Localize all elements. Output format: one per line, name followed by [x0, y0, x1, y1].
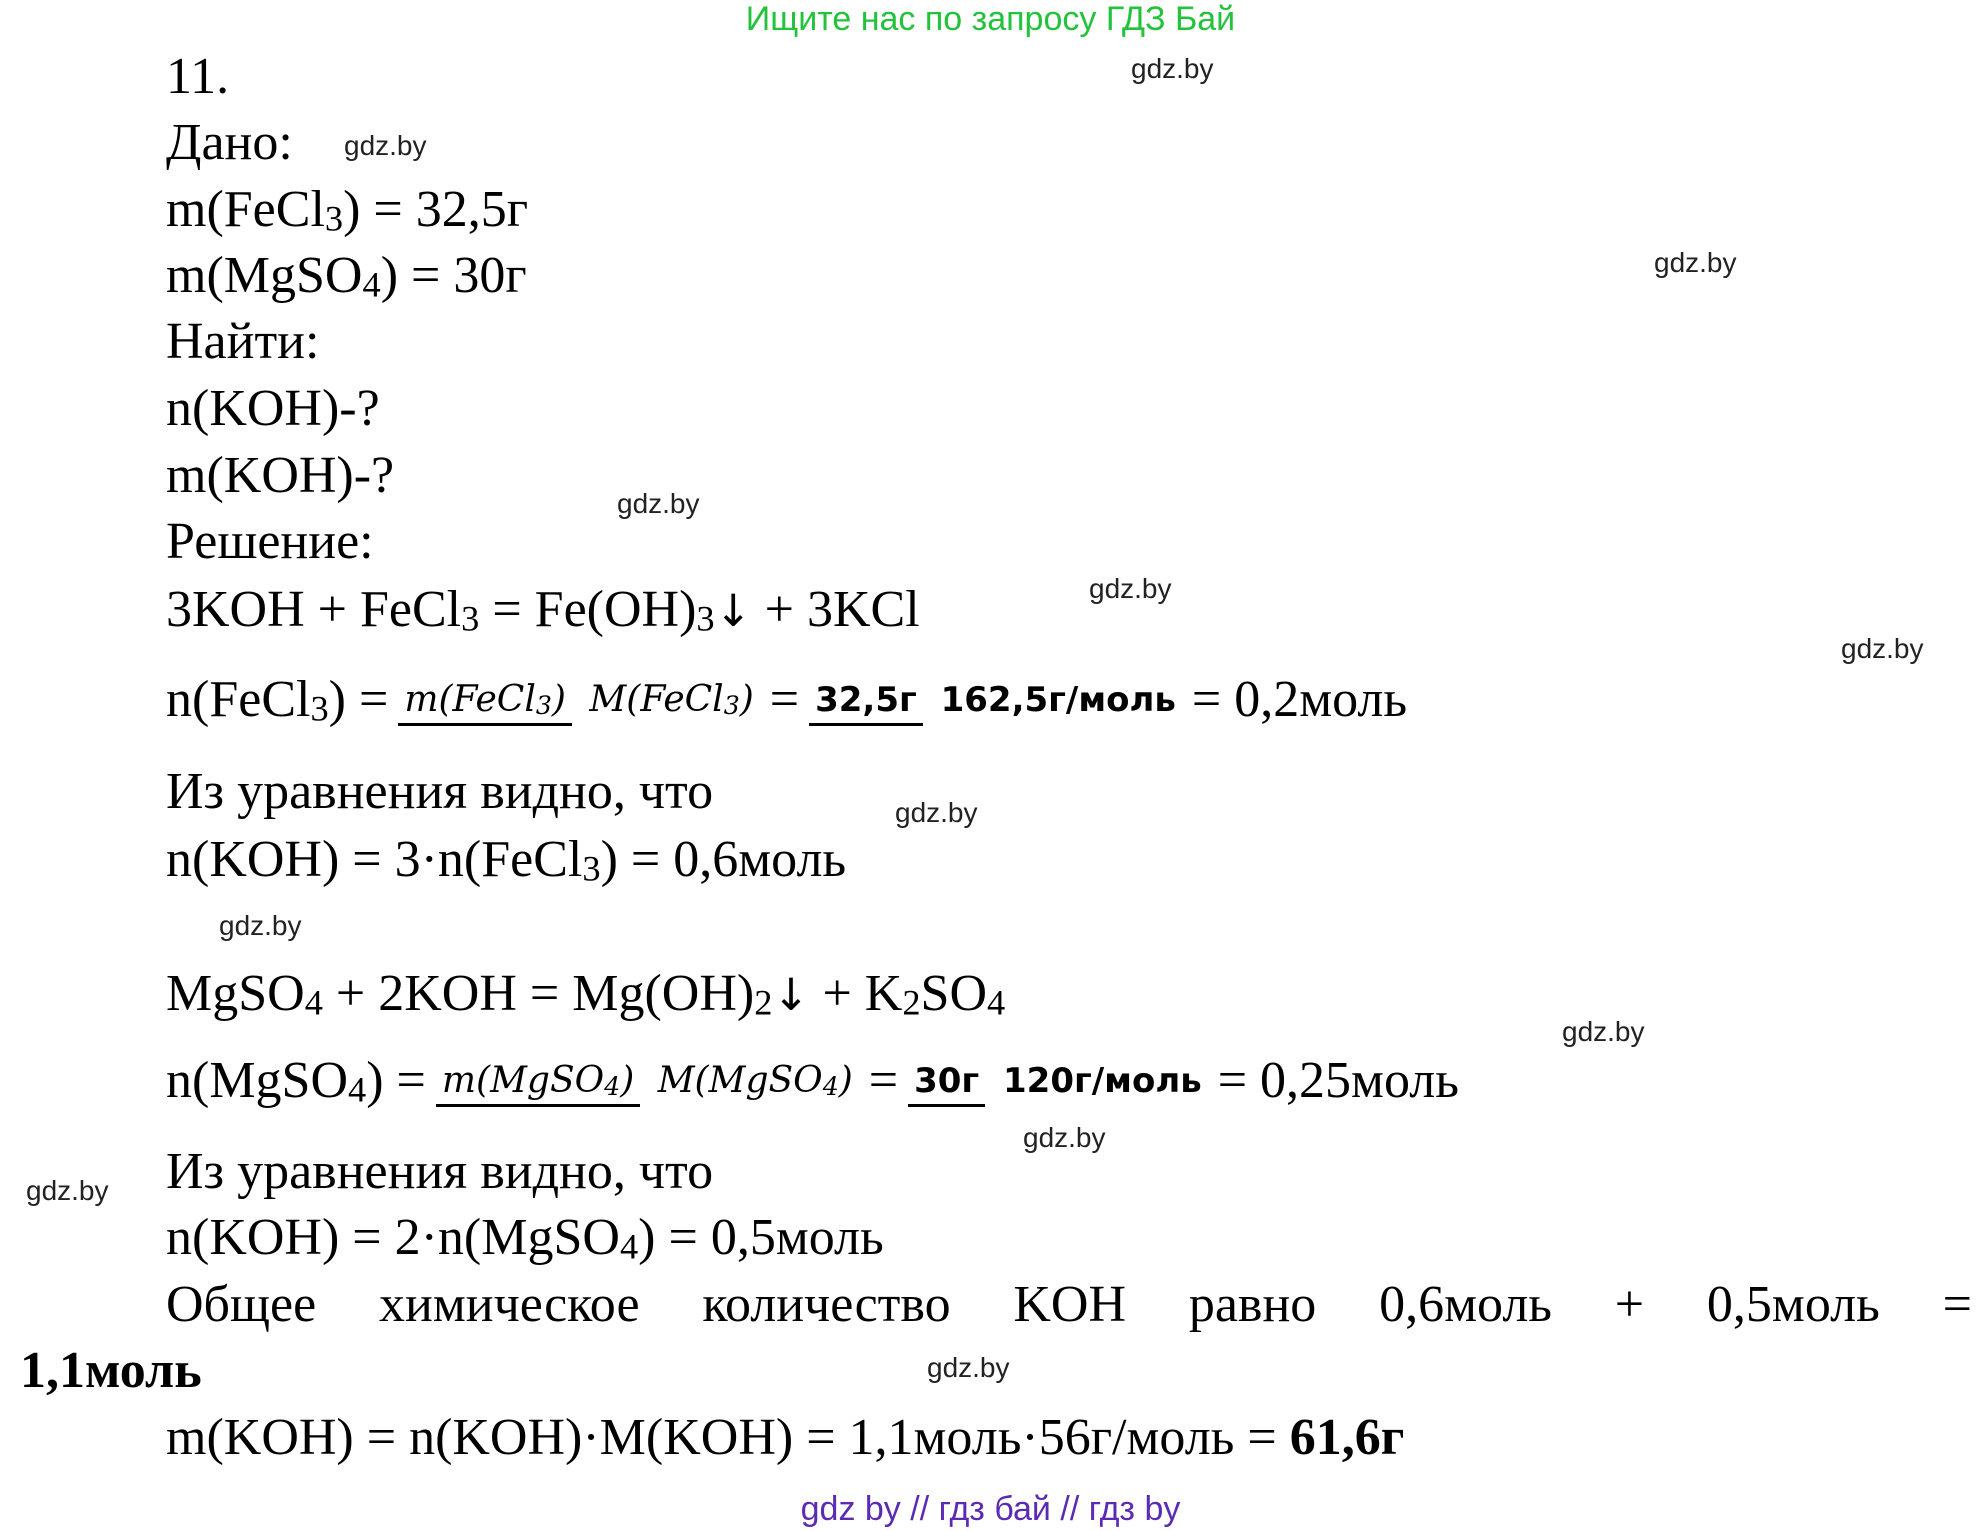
equals-sign: =: [769, 671, 800, 728]
find-m-koh: m(KOH)-?: [166, 447, 395, 504]
summary-word: равно: [1188, 1276, 1317, 1333]
precipitate-arrow-icon: ↓: [714, 586, 752, 637]
watermark: gdz.by: [617, 488, 700, 519]
footer-links[interactable]: gdz by // гдз бай // гдз by: [800, 1490, 1181, 1528]
watermark: gdz.by: [1841, 633, 1924, 664]
calc-lhs: n(MgSO$_4$) =: [166, 1052, 426, 1110]
summary-word: +: [1614, 1276, 1645, 1333]
watermark: gdz.by: [1089, 573, 1172, 604]
precipitate-arrow-icon: ↓: [772, 970, 810, 1021]
watermark: gdz.by: [927, 1352, 1010, 1383]
reaction-2-note: Из уравнения видно, что: [166, 1143, 714, 1200]
watermark: gdz.by: [1562, 1016, 1645, 1047]
final-answer: 61,6г: [1289, 1409, 1405, 1466]
promo-banner[interactable]: Ищите нас по запросу ГДЗ Бай: [745, 0, 1236, 38]
equals-sign: =: [868, 1052, 899, 1109]
reaction-2-conclusion: n(KOH) = 2·n(MgSO$_4$) = 0,5моль: [166, 1209, 884, 1267]
reaction-2-equation: MgSO$_4$ + $2KOH = Mg(OH)_2↓ + K_2SO_4$: [166, 965, 1006, 1023]
symbolic-fraction: m(FeCl$_3$) M(FeCl$_3$): [398, 678, 759, 722]
total-amount: 1,1моль: [20, 1342, 202, 1399]
watermark: gdz.by: [1023, 1122, 1106, 1153]
calc-result: = 0,25моль: [1217, 1052, 1459, 1109]
calc-lhs: n(FeCl$_3$) =: [166, 671, 389, 729]
summary-word: =: [1942, 1276, 1972, 1333]
watermark: gdz.by: [26, 1175, 109, 1206]
summary-word: 0,6моль: [1379, 1276, 1552, 1333]
calc-result: = 0,2моль: [1191, 671, 1408, 728]
final-mass-line: m(KOH) = n(KOH)·M(KOH) = 1,1моль·56г/моль = 61,6г: [166, 1409, 1405, 1466]
summary-word: Общее: [166, 1276, 317, 1333]
numeric-fraction: 32,5г 162,5г/моль: [809, 678, 1182, 722]
watermark: gdz.by: [1131, 53, 1214, 84]
symbolic-fraction: m(MgSO$_4$) M(MgSO$_4$): [436, 1059, 859, 1103]
summary-sentence: [166, 1275, 1972, 1335]
reaction-1-calc: [166, 640, 1407, 760]
watermark: gdz.by: [1654, 247, 1737, 278]
reaction-1-conclusion: n(KOH) = 3·n(FeCl$_3$) = 0,6моль: [166, 831, 847, 889]
summary-word: KOH: [1013, 1276, 1127, 1333]
solution-heading: Решение:: [166, 513, 374, 570]
reaction-1-note: Из уравнения видно, что: [166, 763, 714, 820]
find-n-koh: n(KOH)-?: [166, 380, 380, 437]
given-fecl3-mass: m(FeCl$_3$) = 32,5г: [166, 181, 529, 239]
numeric-fraction: 30г 120г/моль: [908, 1059, 1208, 1103]
summary-word: химическое: [379, 1276, 640, 1333]
watermark: gdz.by: [895, 797, 978, 828]
given-heading: Дано:: [166, 114, 293, 171]
reaction-1-equation: 3KOH + FeCl$_3$ = $Fe(OH)_3↓ + 3KCl$: [166, 581, 920, 639]
given-mgso4-mass: m(MgSO$_4$) = 30г: [166, 247, 527, 305]
watermark: gdz.by: [219, 910, 302, 941]
summary-word: количество: [702, 1276, 951, 1333]
summary-word: 0,5моль: [1706, 1276, 1880, 1333]
watermark: gdz.by: [344, 130, 427, 161]
reaction-2-calc: [166, 1021, 1459, 1141]
find-heading: Найти:: [166, 313, 320, 370]
problem-number: 11.: [166, 48, 230, 105]
